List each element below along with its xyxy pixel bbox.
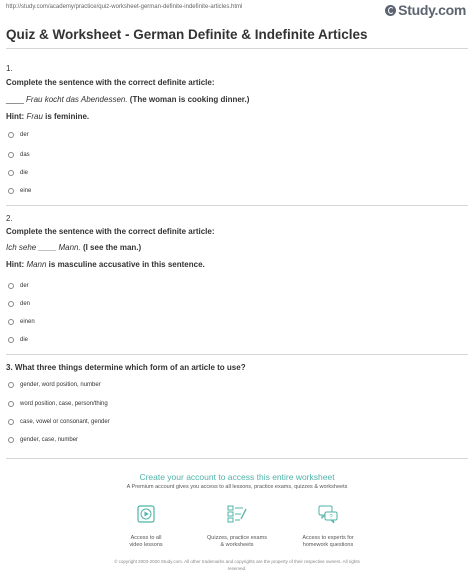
radio-icon[interactable] [8,401,14,407]
question-1-hint [6,112,89,121]
question-divider [6,205,468,206]
question-1-german: Frau kocht das Abendessen. [23,95,128,104]
question-3-option[interactable] [8,380,101,390]
study-logo-icon [385,5,396,16]
option-label: die [20,170,29,176]
video-lesson-icon [135,503,157,525]
question-1-hint-suffix: is feminine. [42,112,90,121]
option-label: case, vowel or consonant, gender [20,419,110,425]
question-3-prompt-text: 3. What three things determine which form of an article to use? [6,363,246,372]
question-1-hint-word: Frau [26,112,43,121]
question-2-prompt-text: Complete the sentence with the correct definite article: [6,227,215,236]
question-1-option[interactable] [8,150,30,160]
option-label: der [20,283,29,289]
question-2-hint-suffix: is masculine accusative in this sentence. [46,260,205,269]
question-1-hint-prefix: Hint: [6,112,27,121]
radio-icon[interactable] [8,301,14,307]
question-1-blank: ____ [6,95,24,104]
question-2-option[interactable] [8,317,35,327]
footer-copyright [0,558,474,572]
radio-icon[interactable] [8,437,14,443]
question-2-german: Ich sehe ____ Mann. [6,243,81,252]
question-3-option[interactable] [8,399,108,409]
question-1-sentence [6,95,249,104]
feature-label-line1: Access to experts for [302,535,354,541]
question-1-option[interactable] [8,186,31,196]
question-1-prompt [6,78,215,87]
question-2-option[interactable] [8,335,28,345]
radio-icon[interactable] [8,419,14,425]
option-label: gender, case, number [20,437,79,443]
study-logo[interactable] [385,2,466,18]
feature-label [283,535,373,549]
title-divider [6,48,468,49]
option-label: der [20,132,29,138]
feature-label-line2: homework questions [302,542,354,548]
feature-video-lessons [101,503,191,549]
feature-label [101,535,191,549]
question-3-option[interactable] [8,417,110,427]
option-label: die [20,337,29,343]
question-2-translation: (I see the man.) [80,243,142,252]
question-2-option[interactable] [8,299,30,309]
question-2-option[interactable] [8,281,29,291]
question-1-translation: (The woman is cooking dinner.) [127,95,250,104]
radio-icon[interactable] [8,337,14,343]
question-3-option[interactable] [8,435,78,445]
svg-text:?: ? [329,514,333,521]
question-2-number: 2. [6,214,13,223]
footer-line1: © copyright 2003-2020 Study.com. All other trademarks and copyrights are the property of their respective owners. All rights [114,559,360,564]
option-label: eine [20,188,32,194]
question-1-option[interactable] [8,130,29,140]
question-2-hint-prefix: Hint: [6,260,27,269]
option-label: gender, word position, number [20,382,101,388]
quiz-checklist-icon [226,503,248,525]
question-2-prompt [6,227,215,236]
question-2-hint-word: Mann [26,260,47,269]
question-1-option[interactable] [8,168,28,178]
radio-icon[interactable] [8,132,14,138]
radio-icon[interactable] [8,188,14,194]
feature-label-line2: & worksheets [220,542,254,548]
page-header [0,0,474,20]
radio-icon[interactable] [8,283,14,289]
radio-icon[interactable] [8,382,14,388]
feature-label-line1: Quizzes, practice exams [207,535,267,541]
feature-label-line2: video lessons [129,542,163,548]
radio-icon[interactable] [8,152,14,158]
option-label: einen [20,319,35,325]
cta-subtitle: A Premium account gives you access to all lessons, practice exams, quizzes & worksheets [126,484,348,490]
radio-icon[interactable] [8,319,14,325]
question-2-hint [6,260,205,269]
footer-line2: reserved. [227,566,247,571]
page-url: http://study.com/academy/practice/quiz-worksheet-german-definite-indefinite-articles.html [6,4,243,10]
question-1-number: 1. [6,64,13,73]
study-logo-text: Study.com [398,2,466,18]
page-title: Quiz & Worksheet - German Definite & Indefinite Articles [6,27,368,42]
feature-quizzes [192,503,282,549]
option-label: den [20,301,31,307]
question-1-prompt-text: Complete the sentence with the correct definite article: [6,78,215,87]
feature-label-line1: Access to all [130,535,162,541]
question-3-prompt [6,363,246,372]
question-2-sentence [6,243,141,252]
radio-icon[interactable] [8,170,14,176]
option-label: word position, case, person/thing [20,401,108,407]
cta-title[interactable]: Create your account to access this entire worksheet [139,472,335,482]
feature-experts [283,503,373,549]
question-divider [6,354,468,355]
option-label: das [20,152,30,158]
expert-chat-icon [317,503,339,525]
cta-divider [6,458,468,459]
feature-label [192,535,282,549]
